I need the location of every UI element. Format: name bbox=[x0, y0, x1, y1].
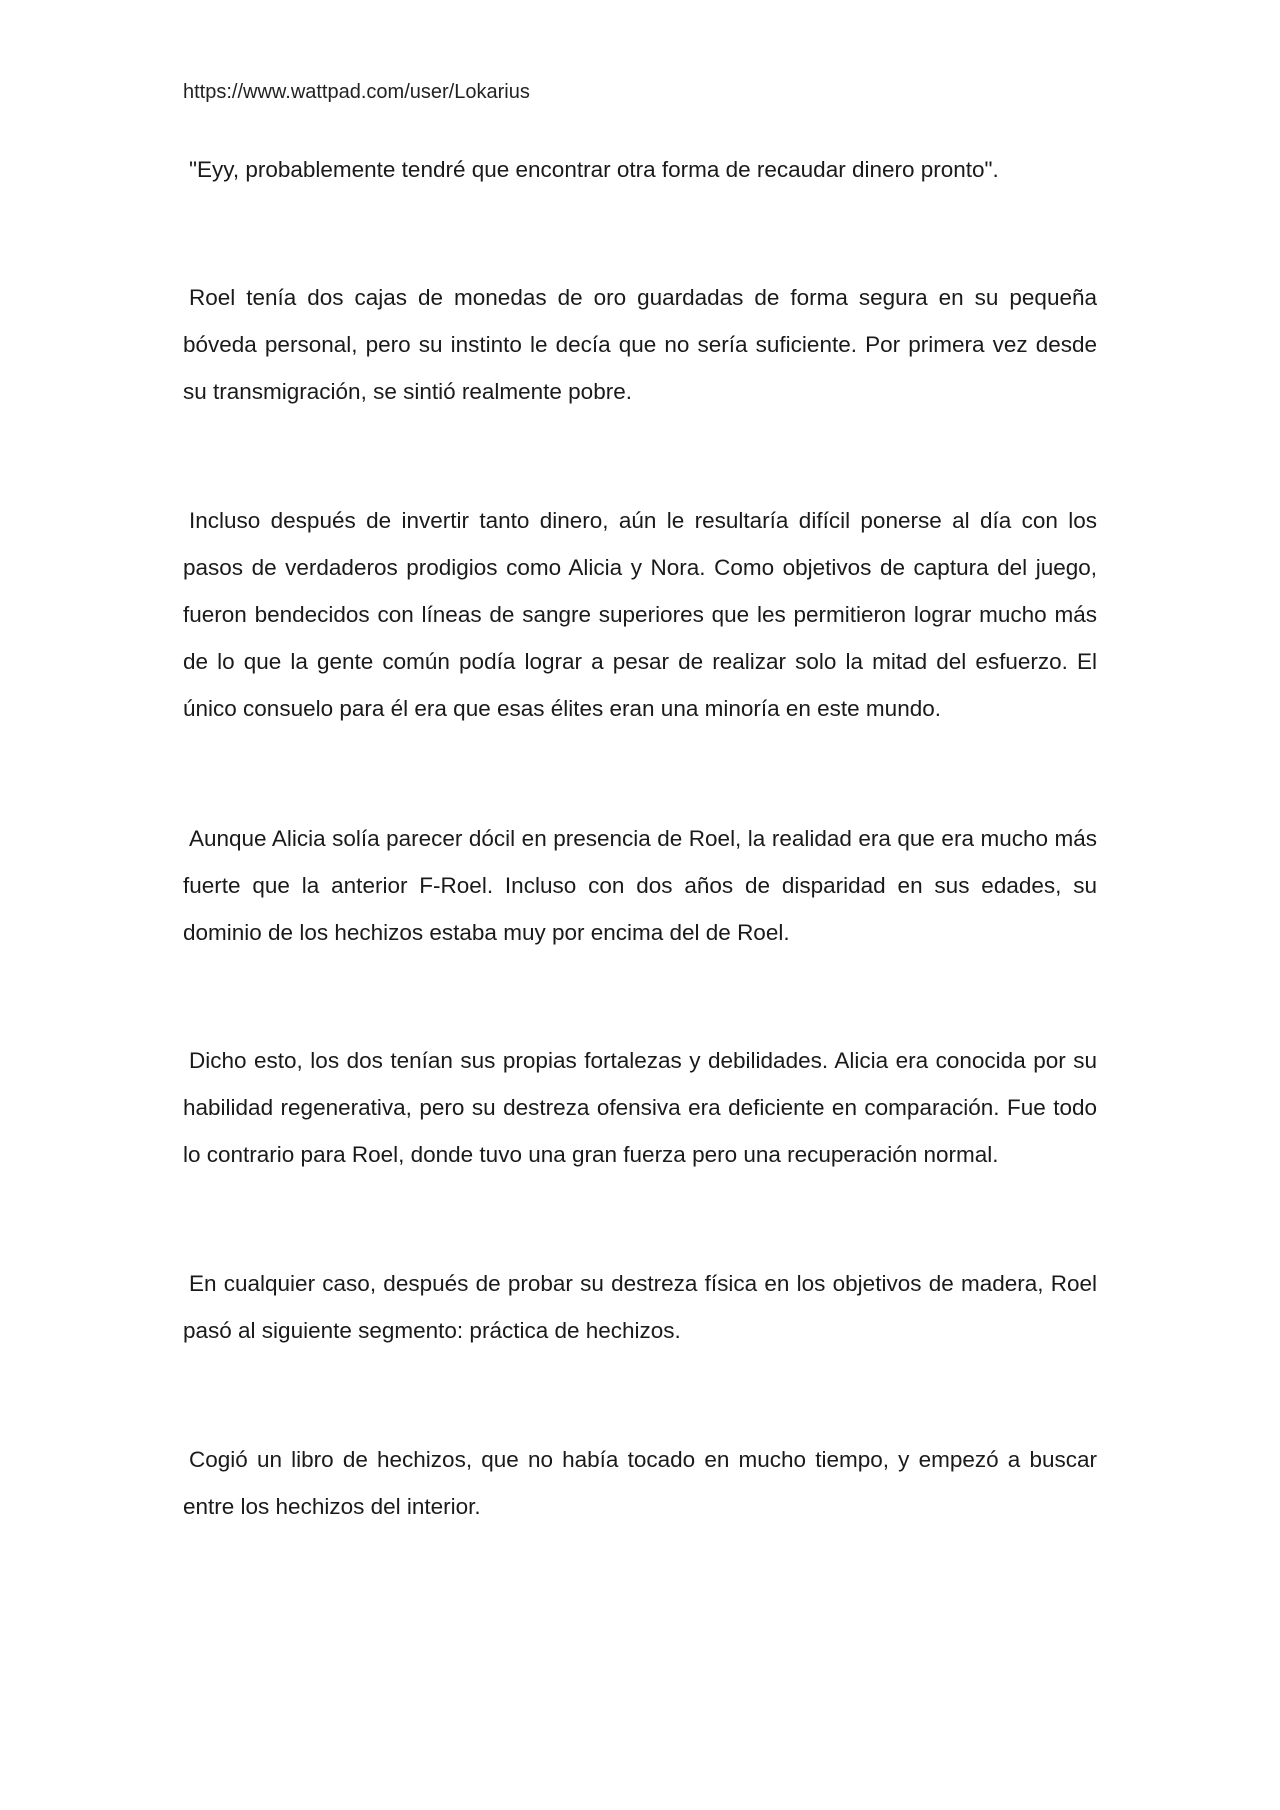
paragraph-4: Aunque Alicia solía parecer dócil en presencia de Roel, la realidad era que era mucho más fuerte que la anterior F-Roel. Incluso con dos años de disparidad en sus edades, su dominio de los hechizos estaba muy por encima del de Roel. bbox=[183, 826, 1097, 945]
paragraph-7: Cogió un libro de hechizos, que no había tocado en mucho tiempo, y empezó a buscar entre los hechizos del interior. bbox=[183, 1447, 1097, 1519]
paragraph-6: En cualquier caso, después de probar su destreza física en los objetivos de madera, Roel pasó al siguiente segmento: práctica de hechizos. bbox=[183, 1271, 1097, 1343]
paragraph-2: Roel tenía dos cajas de monedas de oro guardadas de forma segura en su pequeña bóveda personal, pero su instinto le decía que no sería suficiente. Por primera vez desde su transmigración, se sintió realmente pobre. bbox=[183, 285, 1097, 404]
paragraph-1: "Eyy, probablemente tendré que encontrar otra forma de recaudar dinero pronto". bbox=[189, 157, 999, 182]
source-url: https://www.wattpad.com/user/Lokarius bbox=[183, 81, 530, 103]
paragraph-5: Dicho esto, los dos tenían sus propias fortalezas y debilidades. Alicia era conocida por su habilidad regenerativa, pero su destreza ofensiva era deficiente en comparación. Fue todo lo contrario para Roel, donde tuvo una gran fuerza pero una recuperación normal. bbox=[183, 1048, 1097, 1167]
paragraph-3: Incluso después de invertir tanto dinero, aún le resultaría difícil ponerse al día con los pasos de verdaderos prodigios como Alicia y Nora. Como objetivos de captura del juego, fueron bendecidos con líneas de sangre superiores que les permitieron lograr mucho más de lo que la gente común podía lograr a pesar de realizar solo la mitad del esfuerzo. El único consuelo para él era que esas élites eran una minoría en este mundo. bbox=[183, 508, 1097, 721]
